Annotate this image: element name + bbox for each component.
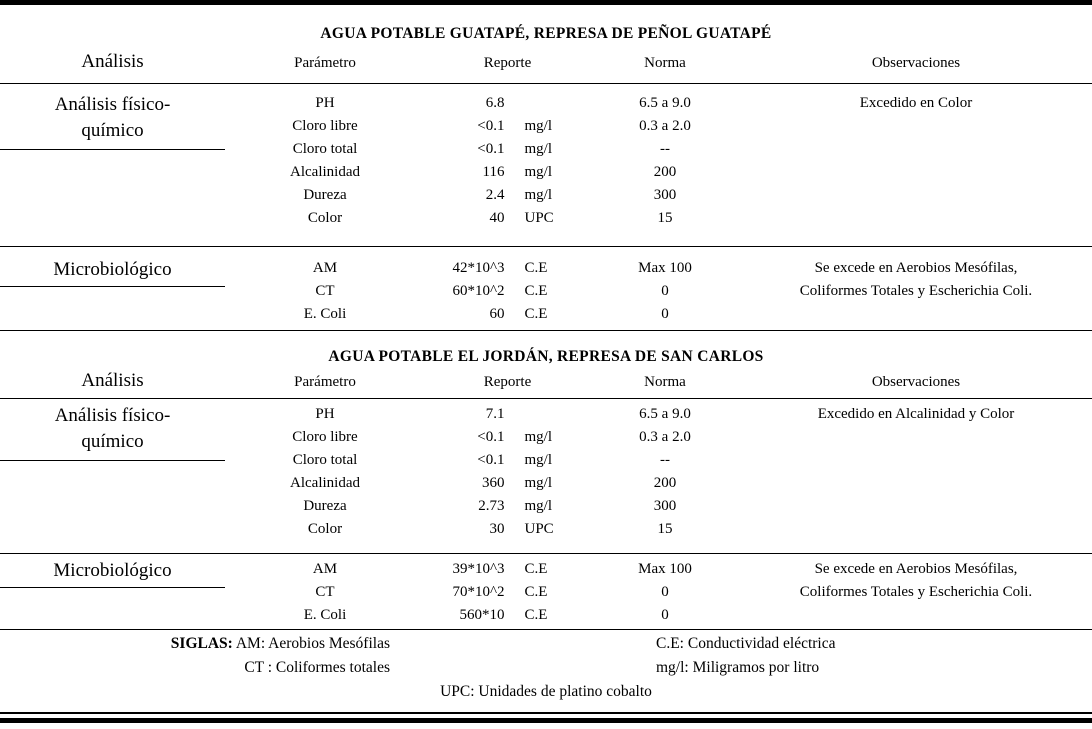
column-header-row (0, 369, 1092, 399)
col-header-observaciones: Observaciones (871, 55, 961, 71)
observation-text: Excedido en Color (859, 95, 973, 111)
report-unit: C.E (524, 561, 548, 577)
report-unit: mg/l (524, 141, 553, 157)
report-unit: mg/l (524, 118, 553, 134)
param-name: Cloro total (292, 141, 358, 157)
param-name: AM (312, 561, 338, 577)
row-label-fisico-quimico (0, 403, 225, 461)
label-line-2: químico (81, 120, 144, 141)
report-unit: UPC (524, 210, 554, 226)
norma-value: -- (660, 452, 670, 468)
report-cell (425, 138, 590, 161)
param-name: Cloro total (292, 452, 358, 468)
col-header-analisis: Análisis (81, 370, 144, 391)
param-name: AM (312, 260, 338, 276)
col-header-reporte: Reporte (483, 55, 532, 71)
param-name: E. Coli (303, 306, 347, 322)
norma-value: 200 (653, 164, 677, 180)
bottom-thick-rule (0, 718, 1092, 723)
observation-text: Coliformes Totales y Escherichia Coli. (799, 283, 1033, 299)
report-cell (425, 115, 590, 138)
row-label-fisico-quimico (0, 92, 225, 150)
norma-value: 0 (661, 283, 669, 299)
observation-text: Se excede en Aerobios Mesófilas, (814, 561, 1018, 577)
group-fisico-quimico (0, 84, 1092, 247)
report-cell (425, 581, 590, 604)
norma-value: 15 (657, 210, 673, 226)
reporte-column (425, 92, 590, 230)
abbreviations-block (0, 630, 1092, 704)
col-header-parametro: Parámetro (294, 55, 356, 71)
report-cell (425, 280, 590, 303)
report-value: 30 (489, 521, 505, 537)
bottom-border-rules (0, 712, 1092, 723)
norma-value: -- (660, 141, 670, 157)
report-cell (425, 207, 590, 230)
report-unit: mg/l (524, 187, 553, 203)
report-unit (525, 92, 585, 115)
report-value: 2.73 (478, 498, 505, 514)
norma-value: 200 (653, 475, 677, 491)
reporte-column (425, 558, 590, 627)
report-value: 6.8 (485, 95, 505, 111)
parametro-column (225, 257, 425, 326)
report-cell (425, 184, 590, 207)
param-name: PH (315, 95, 335, 111)
report-unit: C.E (524, 584, 548, 600)
col-header-parametro: Parámetro (294, 374, 356, 390)
report-value: 70*10^2 (452, 584, 505, 600)
abbreviation-upc: UPC: Unidades de platino cobalto (440, 683, 652, 700)
report-cell (425, 161, 590, 184)
observaciones-column (740, 403, 1092, 541)
parametro-column (225, 403, 425, 541)
row-label-microbiologico: Microbiológico (0, 558, 225, 588)
col-header-reporte: Reporte (483, 374, 532, 390)
report-value: 42*10^3 (452, 260, 505, 276)
observaciones-column (740, 92, 1092, 230)
label-line-1: Análisis físico- (54, 94, 171, 115)
analysis-label-cell (0, 92, 225, 230)
reporte-column (425, 403, 590, 541)
analysis-label-cell (0, 403, 225, 541)
section-title: AGUA POTABLE GUATAPÉ, REPRESA DE PEÑOL GUATAPÉ (320, 25, 772, 42)
label-line-2: químico (81, 431, 144, 452)
report-value: 2.4 (485, 187, 505, 203)
report-unit: mg/l (524, 429, 553, 445)
abbreviation-ce: C.E: Conductividad eléctrica (656, 635, 836, 652)
report-value: 39*10^3 (452, 561, 505, 577)
observation-text: Se excede en Aerobios Mesófilas, (814, 260, 1018, 276)
report-unit: C.E (524, 607, 548, 623)
param-name: E. Coli (303, 607, 347, 623)
norma-value: 6.5 a 9.0 (639, 95, 691, 111)
section-guatape (0, 5, 1092, 331)
abbreviation-item (0, 632, 546, 656)
group-fisico-quimico (0, 399, 1092, 554)
report-value: <0.1 (477, 429, 505, 445)
report-unit: C.E (524, 260, 548, 276)
reporte-column (425, 257, 590, 326)
abbreviation-row (0, 656, 1092, 680)
abbreviation-row (0, 632, 1092, 656)
abbreviation-ct: CT : Coliformes totales (244, 659, 390, 676)
param-name: Alcalinidad (290, 475, 360, 491)
report-cell (425, 426, 590, 449)
norma-column (590, 92, 740, 230)
col-header-observaciones: Observaciones (871, 374, 961, 390)
report-cell (425, 472, 590, 495)
norma-value: 0 (661, 306, 669, 322)
norma-value: Max 100 (638, 260, 692, 276)
report-cell (425, 403, 590, 426)
report-value: 116 (482, 164, 505, 180)
norma-column (590, 558, 740, 627)
report-value: 40 (489, 210, 505, 226)
norma-value: Max 100 (638, 561, 692, 577)
report-cell (425, 303, 590, 326)
report-value: <0.1 (477, 141, 505, 157)
abbreviation-am: AM: Aerobios Mesófilas (235, 635, 390, 652)
report-value: <0.1 (477, 452, 505, 468)
report-cell (425, 518, 590, 541)
col-header-analisis: Análisis (81, 51, 144, 72)
siglas-label: SIGLAS: (170, 635, 233, 652)
report-cell (425, 92, 590, 115)
report-unit: mg/l (524, 164, 553, 180)
norma-value: 0.3 a 2.0 (639, 118, 691, 134)
report-unit (525, 403, 585, 426)
report-value: 7.1 (485, 406, 505, 422)
report-unit: C.E (524, 283, 548, 299)
label-line-1: Análisis físico- (54, 405, 171, 426)
norma-column (590, 257, 740, 326)
row-label-microbiologico: Microbiológico (0, 257, 225, 287)
report-value: 560*10 (459, 607, 505, 623)
report-value: 360 (482, 475, 505, 491)
param-name: Dureza (303, 498, 347, 514)
group-microbiologico (0, 554, 1092, 630)
parametro-column (225, 92, 425, 230)
observation-text: Coliformes Totales y Escherichia Coli. (799, 584, 1033, 600)
report-cell (425, 558, 590, 581)
report-value: 60 (489, 306, 505, 322)
report-unit: UPC (524, 521, 554, 537)
observaciones-column (740, 257, 1092, 326)
analysis-label-cell (0, 558, 225, 627)
param-name: Dureza (303, 187, 347, 203)
report-unit: mg/l (524, 452, 553, 468)
norma-value: 6.5 a 9.0 (639, 406, 691, 422)
report-value: <0.1 (477, 118, 505, 134)
col-header-norma: Norma (644, 374, 686, 390)
report-cell (425, 449, 590, 472)
norma-value: 0 (661, 584, 669, 600)
observaciones-column (740, 558, 1092, 627)
column-header-row (0, 46, 1092, 84)
report-cell (425, 495, 590, 518)
report-unit: mg/l (524, 498, 553, 514)
report-value: 60*10^2 (452, 283, 505, 299)
report-cell (425, 604, 590, 627)
norma-value: 0.3 a 2.0 (639, 429, 691, 445)
param-name: Color (307, 521, 343, 537)
section-title: AGUA POTABLE EL JORDÁN, REPRESA DE SAN CARLOS (328, 348, 764, 365)
norma-value: 15 (657, 521, 673, 537)
param-name: Color (307, 210, 343, 226)
report-unit: mg/l (524, 475, 553, 491)
analysis-label-cell (0, 257, 225, 326)
abbreviation-mgl: mg/l: Miligramos por litro (656, 659, 820, 676)
norma-value: 0 (661, 607, 669, 623)
group-microbiologico (0, 247, 1092, 331)
param-name: Cloro libre (292, 118, 358, 134)
parametro-column (225, 558, 425, 627)
section-el-jordan (0, 331, 1092, 630)
norma-value: 300 (653, 187, 677, 203)
param-name: Cloro libre (292, 429, 358, 445)
param-name: Alcalinidad (290, 164, 360, 180)
observation-text: Excedido en Alcalinidad y Color (817, 406, 1015, 422)
col-header-norma: Norma (644, 55, 686, 71)
norma-column (590, 403, 740, 541)
norma-value: 300 (653, 498, 677, 514)
report-cell (425, 257, 590, 280)
report-unit: C.E (524, 306, 548, 322)
param-name: PH (315, 406, 335, 422)
param-name: CT (315, 283, 335, 299)
param-name: CT (315, 584, 335, 600)
